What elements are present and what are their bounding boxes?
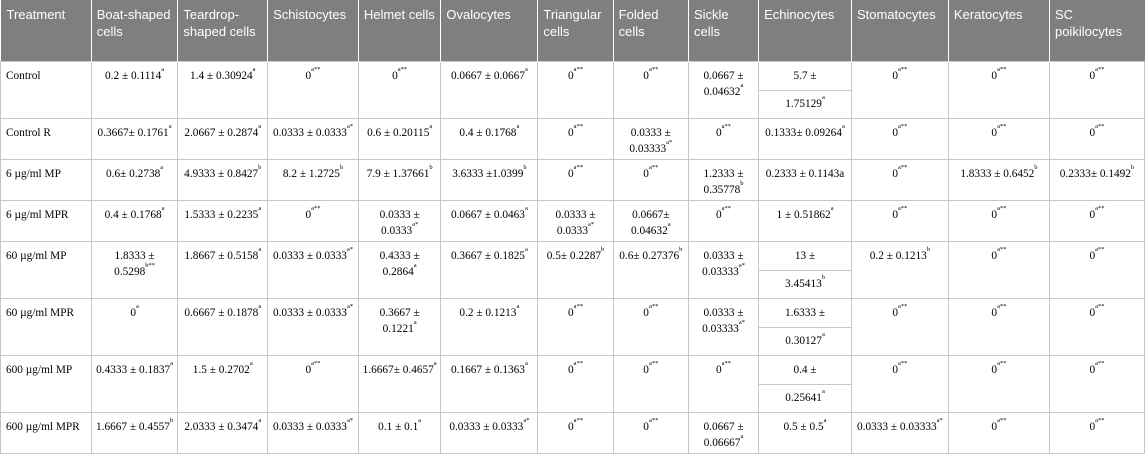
col-header-echinocytes: Echinocytes xyxy=(759,0,852,61)
helmet-cell: 1.6667± 0.4657$^a$ xyxy=(358,355,441,412)
col-header-keratocytes: Keratocytes xyxy=(948,0,1049,61)
ovalocytes-cell: 0.2 ± 0.1213$^a$ xyxy=(441,298,538,355)
echinocytes-cell-top: 5.7 ± xyxy=(759,61,852,90)
sickle-cell: $0.0333 \pm 0.03333^{a*}$ xyxy=(688,298,758,355)
helmet-cell: $0.0333 \pm 0.0333^{a*}$ xyxy=(358,200,441,241)
triangular-cell: $0^{a**}$ xyxy=(538,355,613,412)
stomatocytes-cell: $0^{a**}$ xyxy=(851,355,948,412)
stomatocytes-cell: $0^{a**}$ xyxy=(851,298,948,355)
table-row xyxy=(1,412,1145,453)
folded-cell: $0^{a**}$ xyxy=(613,159,688,200)
boat-cell: 0$^a$ xyxy=(91,298,178,355)
boat-cell: 0.4333 ± 0.1837$^a$ xyxy=(91,355,178,412)
table-row xyxy=(1,298,1145,327)
folded-cell: 0.6± 0.27376$^b$ xyxy=(613,241,688,298)
sc-poikilocytes-cell: 0.2333± 0.1492$^b$ xyxy=(1049,159,1144,200)
col-header-treatment: Treatment xyxy=(1,0,92,61)
folded-cell: 0.0667± 0.04632$^a$ xyxy=(613,200,688,241)
table-row xyxy=(1,355,1145,384)
teardrop-cell: 1.4 ± 0.30924$^a$ xyxy=(178,61,268,118)
stomatocytes-cell: $0^{a**}$ xyxy=(851,200,948,241)
echinocytes-cell: 0.1333± 0.09264$^a$ xyxy=(759,118,852,159)
teardrop-cell: 4.9333 ± 0.8427$^b$ xyxy=(178,159,268,200)
sc-poikilocytes-cell: $0^{a**}$ xyxy=(1049,200,1144,241)
sickle-cell: 0.0667 ± 0.04632$^a$ xyxy=(688,61,758,118)
sickle-cell: $0^{a**}$ xyxy=(688,200,758,241)
schistocytes-cell: $0^{a**}$ xyxy=(268,355,359,412)
sc-poikilocytes-cell: $0^{a**}$ xyxy=(1049,412,1144,453)
echinocytes-cell: 1 ± 0.51862$^a$ xyxy=(759,200,852,241)
schistocytes-cell: 8.2 ± 1.2725$^b$ xyxy=(268,159,359,200)
keratocytes-cell: $0^{a**}$ xyxy=(948,241,1049,298)
schistocytes-cell: $0^{a**}$ xyxy=(268,61,359,118)
boat-cell: 0.4 ± 0.1768$^a$ xyxy=(91,200,178,241)
treatment-cell: 6 µg/ml MP xyxy=(1,159,92,200)
teardrop-cell: 1.5 ± 0.2702$^a$ xyxy=(178,355,268,412)
echinocytes-cell-top: 13 ± xyxy=(759,241,852,270)
folded-cell: $0^{a**}$ xyxy=(613,61,688,118)
keratocytes-cell: 1.8333 ± 0.6452$^b$ xyxy=(948,159,1049,200)
sickle-cell: 0.0667 ± 0.06667$^a$ xyxy=(688,412,758,453)
boat-cell: 0.3667± 0.1761$^a$ xyxy=(91,118,178,159)
echinocytes-cell-bottom: 0.30127$^a$ xyxy=(759,327,852,355)
ovalocytes-cell: 0.3667 ± 0.1825$^a$ xyxy=(441,241,538,298)
triangular-cell: $0^{a**}$ xyxy=(538,61,613,118)
schistocytes-cell: $0.0333 \pm 0.0333^{a*}$ xyxy=(268,241,359,298)
ovalocytes-cell: $0.0333 \pm 0.0333^{a*}$ xyxy=(441,412,538,453)
boat-cell: 0.2 ± 0.1114$^a$ xyxy=(91,61,178,118)
teardrop-cell: 1.8667 ± 0.5158$^a$ xyxy=(178,241,268,298)
folded-cell: $0^{a**}$ xyxy=(613,355,688,412)
treatment-cell: Control xyxy=(1,61,92,118)
boat-cell: $1.8333 \pm 0.5298^{b**}$ xyxy=(91,241,178,298)
folded-cell: $0^{a**}$ xyxy=(613,298,688,355)
ovalocytes-cell: 0.0667 ± 0.0463$^a$ xyxy=(441,200,538,241)
header-row xyxy=(1,0,1145,61)
treatment-cell: 60 µg/ml MPR xyxy=(1,298,92,355)
triangular-cell: 0.5± 0.2287$^b$ xyxy=(538,241,613,298)
helmet-cell: 0.3667 ± 0.1221$^a$ xyxy=(358,298,441,355)
stomatocytes-cell: $0^{a**}$ xyxy=(851,159,948,200)
treatment-cell: 600 µg/ml MPR xyxy=(1,412,92,453)
teardrop-cell: 2.0333 ± 0.3474$^a$ xyxy=(178,412,268,453)
keratocytes-cell: $0^{a**}$ xyxy=(948,61,1049,118)
col-header-sickle: Sickle cells xyxy=(688,0,758,61)
helmet-cell: 7.9 ± 1.37661$^b$ xyxy=(358,159,441,200)
stomatocytes-cell: $0^{a**}$ xyxy=(851,61,948,118)
table-row xyxy=(1,61,1145,90)
folded-cell: $0^{a**}$ xyxy=(613,412,688,453)
treatment-cell: 6 µg/ml MPR xyxy=(1,200,92,241)
sc-poikilocytes-cell: $0^{a**}$ xyxy=(1049,241,1144,298)
folded-cell: $0.0333 \pm 0.03333^{a*}$ xyxy=(613,118,688,159)
teardrop-cell: 0.6667 ± 0.1878$^a$ xyxy=(178,298,268,355)
keratocytes-cell: $0^{a**}$ xyxy=(948,355,1049,412)
ovalocytes-cell: 3.6333 ±1.0399$^b$ xyxy=(441,159,538,200)
sc-poikilocytes-cell: $0^{a**}$ xyxy=(1049,118,1144,159)
col-header-helmet: Helmet cells xyxy=(358,0,441,61)
triangular-cell: $0^{a**}$ xyxy=(538,118,613,159)
helmet-cell: $0^{a**}$ xyxy=(358,61,441,118)
keratocytes-cell: $0^{a**}$ xyxy=(948,412,1049,453)
sickle-cell: $0^{a**}$ xyxy=(688,355,758,412)
boat-cell: 1.6667 ± 0.4557$^b$ xyxy=(91,412,178,453)
table-row xyxy=(1,159,1145,200)
col-header-stomatocytes: Stomatocytes xyxy=(851,0,948,61)
schistocytes-cell: $0.0333 \pm 0.0333^{a*}$ xyxy=(268,118,359,159)
sickle-cell: $0.0333 \pm 0.03333^{a*}$ xyxy=(688,241,758,298)
triangular-cell: $0^{a**}$ xyxy=(538,159,613,200)
schistocytes-cell: $0^{a**}$ xyxy=(268,200,359,241)
table-row xyxy=(1,200,1145,241)
col-header-folded: Folded cells xyxy=(613,0,688,61)
stomatocytes-cell: $0^{a**}$ xyxy=(851,118,948,159)
stomatocytes-cell: $0.0333 \pm 0.03333^{a*}$ xyxy=(851,412,948,453)
boat-cell: 0.6± 0.2738$^a$ xyxy=(91,159,178,200)
treatment-cell: 60 µg/ml MP xyxy=(1,241,92,298)
echinocytes-cell-bottom: 3.45413$^b$ xyxy=(759,270,852,298)
echinocytes-cell: 0.5 ± 0.5$^a$ xyxy=(759,412,852,453)
echinocytes-cell-bottom: 1.75129$^a$ xyxy=(759,90,852,118)
teardrop-cell: 1.5333 ± 0.2235$^a$ xyxy=(178,200,268,241)
col-header-teardrop: Teardrop-shaped cells xyxy=(178,0,268,61)
keratocytes-cell: $0^{a**}$ xyxy=(948,118,1049,159)
table-row xyxy=(1,241,1145,270)
echinocytes-cell: 0.2333 ± 0.1143a xyxy=(759,159,852,200)
col-header-ovalocytes: Ovalocytes xyxy=(441,0,538,61)
schistocytes-cell: $0.0333 \pm 0.0333^{a*}$ xyxy=(268,412,359,453)
ovalocytes-cell: 0.0667 ± 0.0667$^a$ xyxy=(441,61,538,118)
triangular-cell: $0.0333 \pm 0.0333^{a*}$ xyxy=(538,200,613,241)
ovalocytes-cell: 0.1667 ± 0.1363$^a$ xyxy=(441,355,538,412)
table-row xyxy=(1,118,1145,159)
treatment-cell: Control R xyxy=(1,118,92,159)
echinocytes-cell-top: 1.6333 ± xyxy=(759,298,852,327)
echinocytes-cell-bottom: 0.25641$^a$ xyxy=(759,384,852,412)
teardrop-cell: 2.0667 ± 0.2874$^a$ xyxy=(178,118,268,159)
helmet-cell: 0.1 ± 0.1$^a$ xyxy=(358,412,441,453)
sickle-cell: 1.2333 ± 0.35778$^b$ xyxy=(688,159,758,200)
treatment-cell: 600 µg/ml MP xyxy=(1,355,92,412)
stomatocytes-cell: 0.2 ± 0.1213$^b$ xyxy=(851,241,948,298)
keratocytes-cell: $0^{a**}$ xyxy=(948,298,1049,355)
helmet-cell: 0.4333 ± 0.2864$^a$ xyxy=(358,241,441,298)
schistocytes-cell: $0.0333 \pm 0.0333^{a*}$ xyxy=(268,298,359,355)
sc-poikilocytes-cell: $0^{a**}$ xyxy=(1049,355,1144,412)
triangular-cell: $0^{a**}$ xyxy=(538,298,613,355)
echinocytes-cell-top: 0.4 ± xyxy=(759,355,852,384)
helmet-cell: 0.6 ± 0.20115$^a$ xyxy=(358,118,441,159)
triangular-cell: $0^{a**}$ xyxy=(538,412,613,453)
sickle-cell: $0^{a**}$ xyxy=(688,118,758,159)
col-header-sc-poikilocytes: SC poikilocytes xyxy=(1049,0,1144,61)
sc-poikilocytes-cell: $0^{a**}$ xyxy=(1049,61,1144,118)
keratocytes-cell: $0^{a**}$ xyxy=(948,200,1049,241)
sc-poikilocytes-cell: $0^{a**}$ xyxy=(1049,298,1144,355)
col-header-schistocytes: Schistocytes xyxy=(268,0,359,61)
ovalocytes-cell: 0.4 ± 0.1768$^a$ xyxy=(441,118,538,159)
col-header-triangular: Triangular cells xyxy=(538,0,613,61)
col-header-boat-shaped: Boat-shaped cells xyxy=(91,0,178,61)
